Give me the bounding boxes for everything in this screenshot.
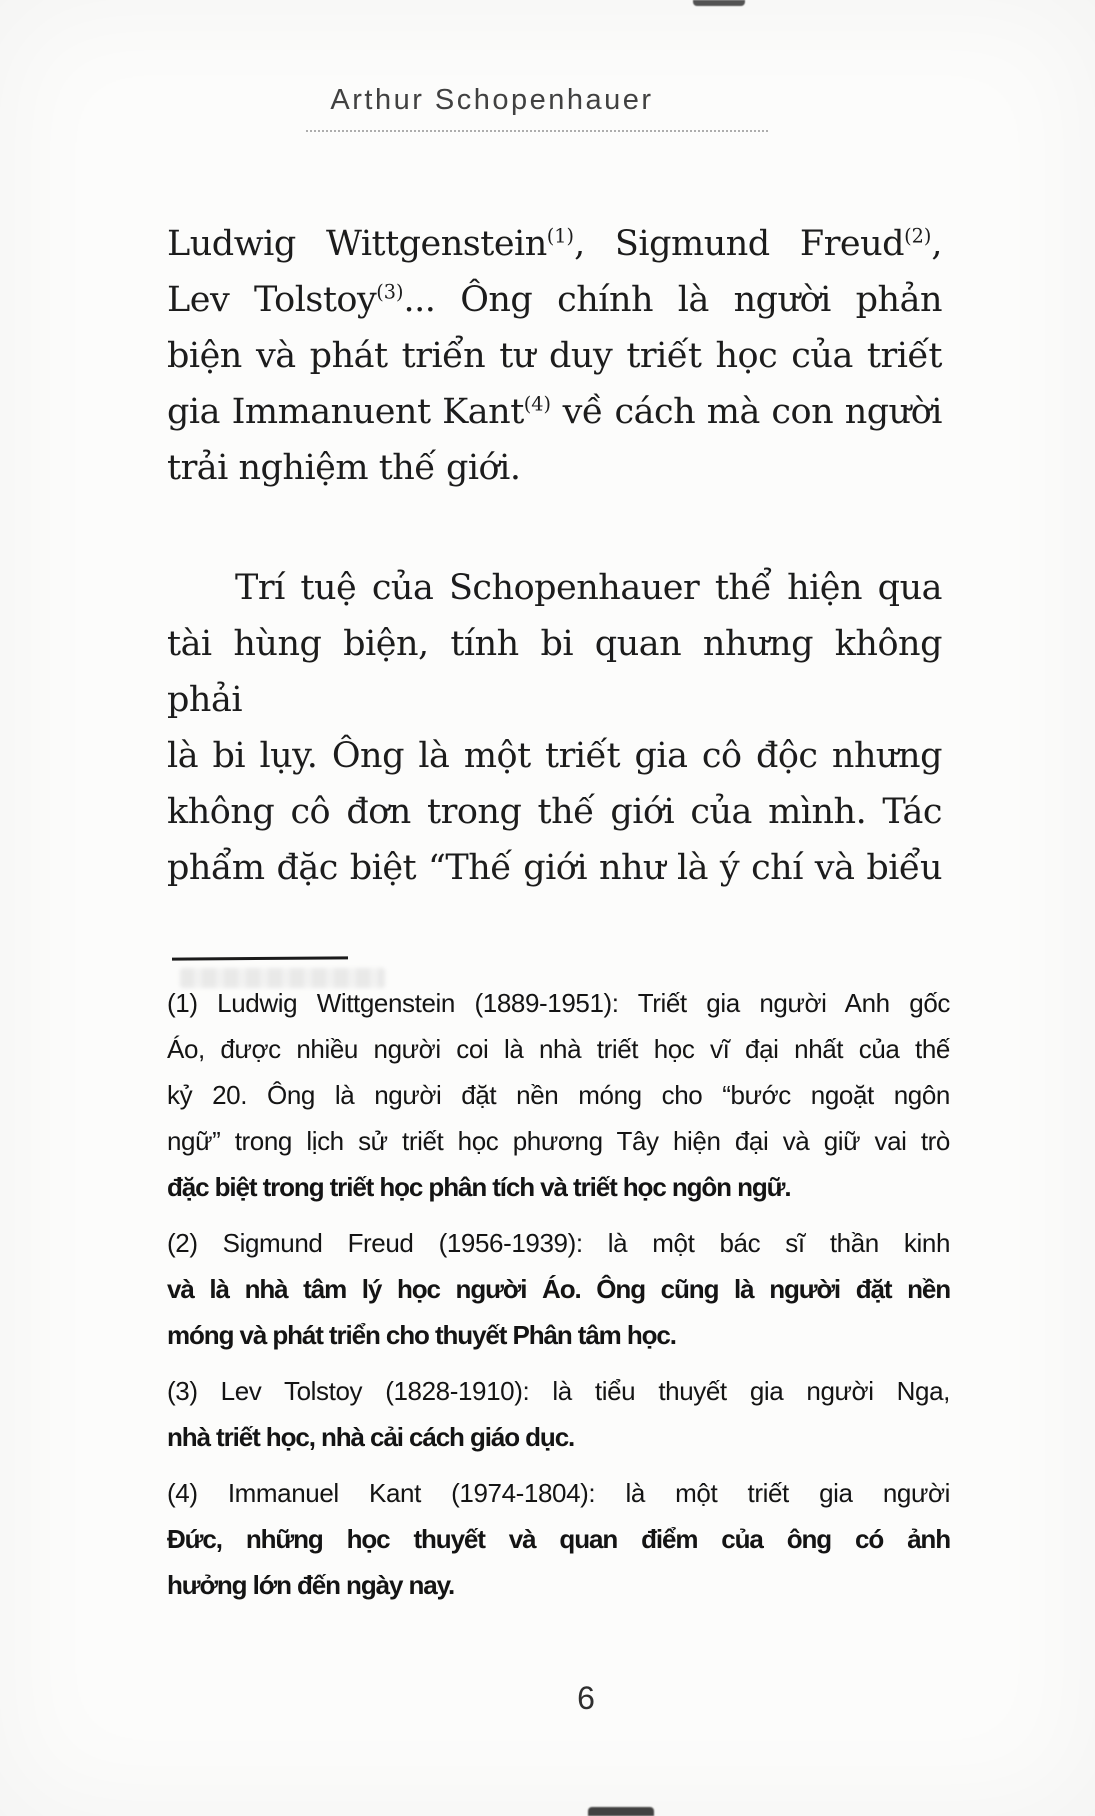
footnote — [167, 980, 950, 1210]
body-text-line: là bi lụy. Ông là một triết gia cô độc nhưng — [167, 736, 942, 776]
footnote — [167, 1368, 950, 1460]
top-edge-scan-mark — [693, 0, 745, 6]
body-text-line: không cô đơn trong thế giới của mình. Tác — [167, 792, 942, 832]
footnote-ref: (2) — [904, 224, 932, 248]
footnote-line: (3) Lev Tolstoy (1828-1910): là tiểu thuyết gia người Nga, — [167, 1376, 950, 1406]
running-header-title: Arthur Schopenhauer — [330, 84, 654, 116]
footnote-line: móng và phát triển cho thuyết Phân tâm học. — [167, 1320, 676, 1350]
footnote-line: Áo, được nhiều người coi là nhà triết học vĩ đại nhất của thế — [167, 1034, 950, 1064]
footnote-line: ngữ” trong lịch sử triết học phương Tây hiện đại và giữ vai trò — [167, 1126, 950, 1156]
footnote-ref: (1) — [546, 224, 575, 248]
footnote — [167, 1470, 950, 1608]
footnote-line: hưởng lớn đến ngày nay. — [167, 1570, 455, 1600]
footnote-line: (4) Immanuel Kant (1974-1804): là một triết gia người — [167, 1478, 950, 1508]
footnote-ref: (4) — [523, 392, 552, 416]
body-text-line: tài hùng biện, tính bi quan nhưng không phải — [167, 624, 942, 720]
header-dotted-divider — [306, 130, 768, 132]
body-text-line: Trí tuệ của Schopenhauer thể hiện qua — [235, 568, 942, 608]
footnote-line: Đức, những học thuyết và quan điểm của ông có ảnh — [167, 1524, 950, 1554]
footnote-ref: (3) — [376, 280, 404, 304]
body-text-line: trải nghiệm thế giới. — [167, 448, 521, 488]
paragraph — [167, 560, 942, 896]
body-text-line: Ludwig Wittgenstein$^{(1)}$, Sigmund Freud$^{(2)}$, — [167, 224, 943, 264]
paragraph — [167, 216, 942, 496]
footnotes — [167, 980, 950, 1618]
footnote-line: kỷ 20. Ông là người đặt nền móng cho “bước ngoặt ngôn — [167, 1080, 950, 1110]
body-text-line: phẩm đặc biệt “Thế giới như là ý chí và biểu — [167, 848, 942, 888]
bottom-edge-scan-mark — [588, 1807, 654, 1816]
page-number: 6 — [577, 1680, 595, 1716]
main-text — [167, 216, 942, 960]
footnote-line: nhà triết học, nhà cải cách giáo dục. — [167, 1422, 575, 1452]
footnote-line: (1) Ludwig Wittgenstein (1889-1951): Triết gia người Anh gốc — [167, 988, 950, 1018]
body-text-line: Lev Tolstoy$^{(3)}$... Ông chính là người phản — [167, 280, 942, 320]
footnote — [167, 1220, 950, 1358]
footnote-line: và là nhà tâm lý học người Áo. Ông cũng là người đặt nền — [167, 1274, 950, 1304]
body-text-line: biện và phát triển tư duy triết học của triết — [167, 336, 942, 376]
footnote-line: (2) Sigmund Freud (1956-1939): là một bác sĩ thần kinh — [167, 1228, 950, 1258]
body-text-line: gia Immanuent Kant$^{(4)}$ về cách mà con người — [167, 392, 942, 432]
footnote-line: đặc biệt trong triết học phân tích và triết học ngôn ngữ. — [167, 1172, 791, 1202]
